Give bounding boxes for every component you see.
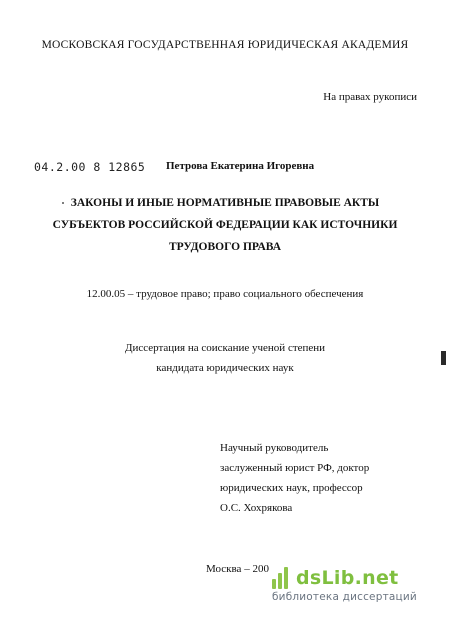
books-icon (272, 567, 290, 589)
title-line: ЗАКОНЫ И ИНЫЕ НОРМАТИВНЫЕ ПРАВОВЫЕ АКТЫ (70, 197, 380, 209)
dslib-watermark (272, 567, 447, 603)
degree-line: Диссертация на соискание ученой степени (124, 342, 326, 354)
dissertation-title (0, 192, 450, 258)
scan-edge-mark (441, 351, 446, 365)
supervisor-line: юридических наук, профессор (220, 482, 363, 494)
registry-stamp: 04.2.00 8 12865 (34, 160, 146, 174)
title-line: СУБЪЕКТОВ РОССИЙСКОЙ ФЕДЕРАЦИИ КАК ИСТОЧНИКИ (52, 219, 398, 231)
supervisor-block (220, 438, 369, 518)
supervisor-line: заслуженный юрист РФ, доктор (220, 462, 370, 474)
author-name: Петрова Екатерина Игоревна (166, 160, 315, 172)
supervisor-line: Научный руководитель (220, 442, 329, 454)
institution-name: МОСКОВСКАЯ ГОСУДАРСТВЕННАЯ ЮРИДИЧЕСКАЯ АКАДЕМИЯ (41, 39, 409, 51)
watermark-logo: dsLib.net (296, 567, 399, 589)
title-line: ТРУДОВОГО ПРАВА (168, 241, 282, 253)
manuscript-rights-note: На правах рукописи (323, 91, 417, 103)
specialty-code: 12.00.05 – трудовое право; право социального обеспечения (86, 288, 364, 300)
degree-line: кандидата юридических наук (156, 362, 294, 374)
degree-statement (0, 338, 450, 378)
supervisor-line: О.С. Хохрякова (220, 502, 293, 514)
watermark-subtitle: библиотека диссертаций (272, 591, 417, 603)
city-year: Москва – 200 (206, 563, 269, 575)
